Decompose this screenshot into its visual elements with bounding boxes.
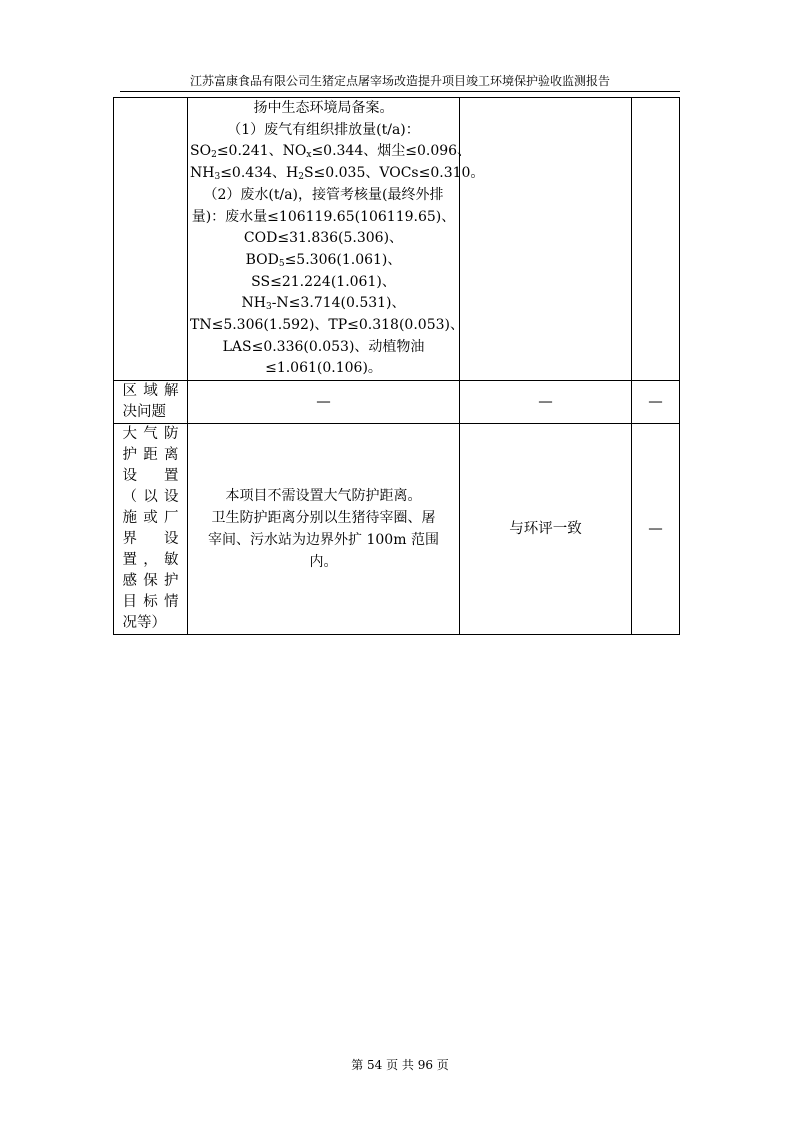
- text-segment: （1）废气有组织排放量(t/a)：: [227, 121, 420, 138]
- requirement-line: [190, 185, 457, 207]
- text-segment: ≤1.061(0.106)。: [265, 360, 382, 377]
- text-segment: 量)：废水量≤106119.65(106119.65)、: [191, 208, 456, 225]
- page-number: 第 54 页 共 96 页: [351, 1058, 449, 1072]
- text-segment: NH: [190, 165, 215, 182]
- text-segment: SO: [190, 143, 212, 160]
- text-segment: SS≤21.224(1.061)、: [251, 273, 396, 290]
- subscript: 2: [298, 172, 304, 183]
- requirement-line: [190, 141, 472, 163]
- subscript: 5: [278, 258, 285, 269]
- remark-cell: —: [632, 424, 680, 635]
- requirement-line: [190, 272, 457, 294]
- text-segment: ≤0.241、NO: [216, 143, 307, 160]
- text-segment: ≤5.306(1.061)、: [284, 251, 402, 268]
- protection-distance-text: [188, 485, 459, 573]
- text-segment: ≤0.434、H: [220, 165, 299, 182]
- implementation-cell: [460, 98, 632, 381]
- regional-issues-label: 区域解决问题: [122, 383, 179, 421]
- text-segment: COD≤31.836(5.306)、: [243, 230, 404, 247]
- requirement-cell: [188, 98, 485, 381]
- text-line: 宰间、污水站为边界外扩 100m 范围: [208, 532, 439, 549]
- text-segment: （2）废水(t/a)，接管考核量(最终外排: [203, 186, 444, 203]
- text-segment: NH: [241, 295, 266, 312]
- remark-cell: —: [632, 381, 680, 424]
- text-segment: TN≤5.306(1.592)、TP≤0.318(0.053)、: [190, 317, 464, 334]
- text-segment: 扬中生态环境局备案。: [253, 100, 394, 116]
- requirement-line: [190, 250, 457, 272]
- subscript: x: [306, 150, 312, 161]
- table-row-protection-distance: [114, 424, 680, 635]
- implementation-cell: —: [460, 381, 632, 424]
- requirement-line: [190, 315, 464, 337]
- table-row-emission-requirements: [114, 98, 680, 381]
- text-line: 本项目不需设置大气防护距离。: [225, 488, 422, 505]
- text-segment: BOD: [245, 251, 279, 268]
- text-segment: -N≤3.714(0.531)、: [271, 295, 406, 312]
- text-line: 内。: [309, 554, 338, 571]
- requirement-line: [190, 228, 457, 250]
- protection-distance-label: 大气防护距离设置（以设施或厂界设置，敏感保护目标情况等）: [122, 426, 179, 632]
- requirement-cell: —: [188, 381, 460, 424]
- text-segment: LAS≤0.336(0.053)、动植物油: [222, 338, 425, 355]
- implementation-cell: 与环评一致: [460, 424, 632, 635]
- requirement-line: [190, 358, 457, 380]
- header-divider: [120, 91, 680, 92]
- label-cell: [114, 424, 188, 635]
- label-cell-empty: [114, 98, 188, 381]
- remark-cell: [632, 98, 680, 381]
- requirement-line: [190, 98, 457, 120]
- subscript: 3: [214, 172, 221, 183]
- report-header-title: 江苏富康食品有限公司生猪定点屠宰场改造提升项目竣工环境保护验收监测报告: [189, 74, 610, 88]
- text-segment: S≤0.035、VOCs≤0.310。: [303, 165, 485, 182]
- text-line: 卫生防护距离分别以生猪待宰圈、屠: [211, 510, 436, 527]
- requirement-cell: [188, 424, 460, 635]
- acceptance-table: [113, 97, 680, 635]
- requirement-line: [190, 163, 485, 185]
- subscript: 3: [265, 302, 272, 313]
- table-row-regional-issues: [114, 381, 680, 424]
- label-cell: [114, 381, 188, 424]
- emission-requirement-text: [188, 98, 485, 380]
- subscript: 2: [211, 150, 217, 161]
- requirement-line: [190, 207, 457, 229]
- text-segment: ≤0.344、烟尘≤0.096、: [311, 143, 472, 160]
- requirement-line: [190, 337, 457, 359]
- requirement-line: [190, 293, 457, 315]
- requirement-line: [190, 120, 457, 142]
